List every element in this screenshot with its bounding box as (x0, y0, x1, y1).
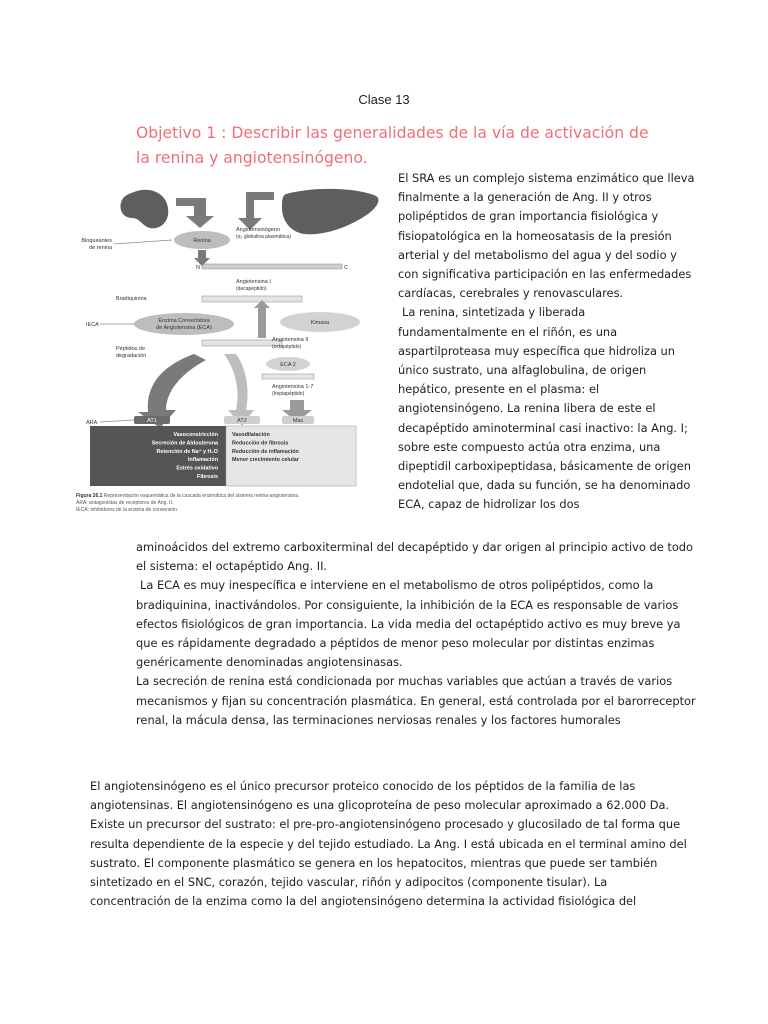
kidney-icon (120, 190, 168, 229)
kidney-arrow-icon (176, 198, 214, 228)
at1-effect-item: Estrés oxidativo (176, 465, 218, 472)
substrate-chain (202, 264, 342, 269)
peptidos-label-1: Péptidos de (116, 346, 146, 352)
at1-effect-item: Vasoconstricción (173, 432, 218, 438)
ang1-chain (202, 296, 302, 302)
eca-label-2: de Angiotensina (ECA) (156, 325, 212, 331)
at2-arrow-icon (224, 354, 254, 426)
renina-label: Renina (193, 238, 211, 244)
caption-figure-number: Figura 26.1 (76, 493, 103, 499)
caption-line-1: Representación esquemática de la cascada enzimática del sistema renina-angiotensina. (103, 493, 300, 499)
at2-effect-item: Reducción de inflamación (232, 448, 299, 455)
octapeptido-label: (octapéptido) (272, 344, 302, 350)
caption-line-3: IECA: inhibidores de la enzima de conversión. (76, 507, 179, 513)
c-terminal-label: C (344, 265, 348, 271)
globulina-label: (α₂ globulina plasmática) (236, 234, 291, 240)
n-terminal-label: N (196, 265, 200, 271)
heptapeptido-label: (heptapéptido) (272, 391, 305, 397)
at1-label: AT1 (147, 418, 157, 424)
paragraph-angiotensinogeno: El angiotensinógeno es el único precursor proteico conocido de los péptidos de la familia de las angiotensinas. El angiotensinógeno es una glicoproteína de peso molecular aproximado a 62.000 Da. Existe un precursor del sustrato: el pre-pro-angiotensinógeno procesado y glucosilado de tal forma que resulta dependiente de la especie y del tejido estudiado. La Ang. I está ubicada en el terminal amino del sustrato. El componente plasmático se genera en los hepatocitos, mientras que puede ser también sintetizado en el SNC, corazón, tejido vascular, riñón y adipocitos (componente tisular). La concentración de la enzima como la del angiotensinógeno determina la actividad fisiológica del (90, 779, 687, 909)
bradiquinina-label: Bradiquinina (116, 296, 147, 302)
caption-line-2: ARA: antagonistas de receptores de Ang. II. (76, 500, 174, 506)
objective-heading: Objetivo 1 : Describir las generalidades de la vía de activación de la renina y angiotensinógeno. (136, 124, 649, 167)
ang17-chain (262, 374, 314, 379)
at2-effect-item: Menor crecimiento celular (232, 457, 299, 464)
bloqueantes-label: Bloqueantes (81, 238, 112, 244)
eca2-label: ECA 2 (280, 362, 296, 368)
liver-icon (282, 189, 378, 234)
de-renina-label: de renina (89, 245, 112, 251)
at2-effect-item: Vasodilatación (232, 432, 270, 438)
at1-effect-item: Retención de Na⁺ y H₂O (156, 448, 218, 455)
ang2-label: Angiotensina II (272, 337, 309, 343)
figure-caption (76, 493, 376, 514)
eca-node (134, 313, 234, 335)
mas-label: Mas (292, 418, 304, 424)
ieca-label: IECA (86, 322, 99, 328)
kimasa-label: Kimasa (310, 320, 330, 326)
full-width-text (136, 538, 696, 730)
ang1-label: Angiotensina I (236, 279, 271, 285)
renin-angiotensin-figure (76, 178, 392, 524)
at2-label: AT2 (237, 418, 247, 424)
at1-effect-item: Inflamación (188, 457, 218, 464)
page-title: Clase 13 (358, 92, 410, 107)
eca-label-1: Enzima Convertidora (158, 318, 210, 324)
bottom-text (90, 777, 690, 911)
ang2-chain (202, 340, 282, 346)
paragraph-renina-continued: aminoácidos del extremo carboxiterminal del decapéptido y dar origen al principio activo de todo el sistema: el octapéptido Ang. II. (136, 540, 694, 574)
paragraph-eca: La ECA es muy inespecífica e interviene en el metabolismo de otros polipéptidos, como la bradiquinina, inactivándolos. Por consiguiente, la inhibición de la ECA es responsable de varios efectos fisiológicos de gran importancia. La vida media del octapéptido activo es muy breve ya que es rápidamente degradado a péptidos de menor peso molecular por distintas enzimas genéricamente denominadas angiotensinasas. (136, 578, 681, 670)
decapeptido-label: (decapéptido) (236, 286, 267, 292)
angiotensinogeno-label: Angiotensinógeno (236, 227, 281, 233)
paragraph-sra: El SRA es un complejo sistema enzimático que lleva finalmente a la generación de Ang. II y otros polipéptidos de gran importancia fisiológica y fisiopatológica en la homeosatasis de la presión arterial y del metabolismo del agua y del sodio y con significativa participación en las enfermedades cardíacas, cerebrales y renovasculares. (398, 171, 695, 301)
right-column-text (398, 169, 698, 515)
at1-effect-item: Fibrosis (197, 474, 218, 480)
paragraph-secrecion: La secreción de renina está condicionada por muchas variables que actúan a través de varios mecanismos y fijan su concentración plasmática. En general, está controlada por el barorreceptor renal, la mácula densa, las terminaciones nerviosas renales y los factores humorales (136, 674, 696, 727)
ara-label: ARA (86, 420, 98, 426)
peptidos-label-2: degradación (116, 353, 147, 359)
ang17-label: Angiotensina 1-7 (272, 384, 314, 390)
at1-effect-item: Secreción de Aldosterona (151, 440, 218, 447)
paragraph-renina: La renina, sintetizada y liberada fundamentalmente en el riñón, es una aspartilproteasa muy específica que hidroliza un único sustrato, una alfaglobulina, de origen hepático, presente en el plasma: el angiotensinógeno. La renina libera de este el decapéptido aminoterminal casi inactivo: la Ang. I; sobre este compuesto actúa otra enzima, una dipeptidil carboxipeptidasa, básicamente de origen endotelial que, dada su función, se ha denominado ECA, capaz de hidrolizar los dos (398, 305, 691, 512)
liver-arrow-icon (238, 192, 274, 230)
at2-effect-item: Reducción de fibrosis (232, 440, 289, 447)
